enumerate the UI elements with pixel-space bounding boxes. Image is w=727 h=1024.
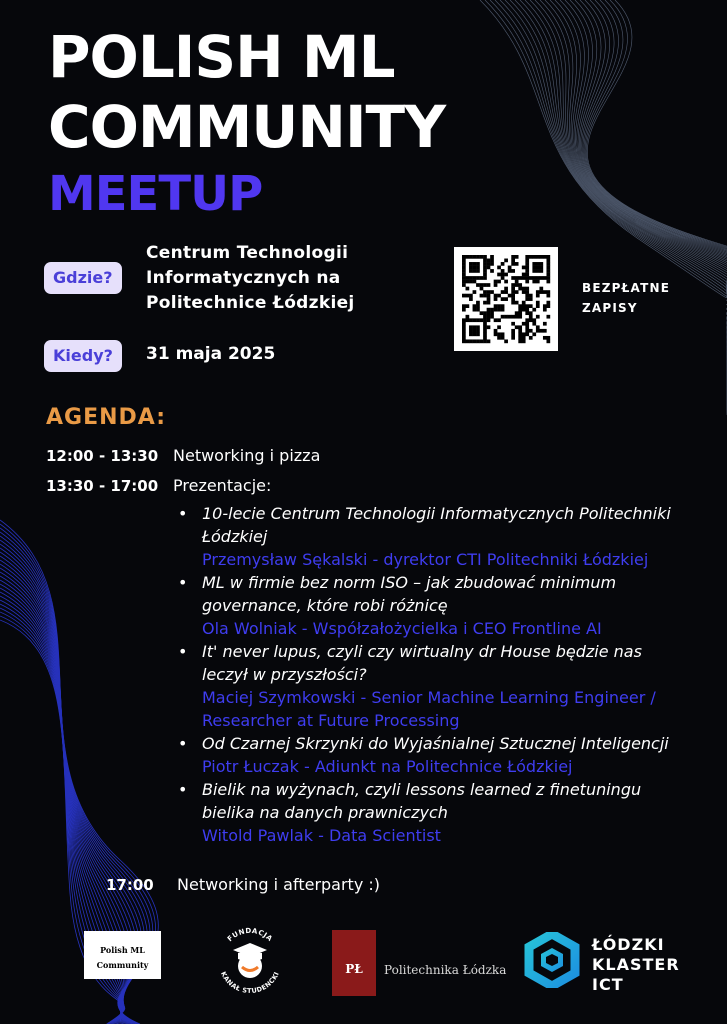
- agenda-time: 13:30 - 17:00: [46, 477, 159, 495]
- bullet-icon: •: [178, 573, 188, 592]
- klaster-line-1: ŁÓDZKI: [592, 935, 665, 954]
- agenda-desc: Networking i pizza: [173, 446, 321, 465]
- fundacja-kanal-studencki-logo: [213, 922, 287, 996]
- fks-top-text: FUNDACJA: [225, 926, 275, 944]
- pml-logo-line-1: Polish ML: [100, 945, 145, 955]
- bullet-icon: •: [178, 734, 188, 753]
- lodzki-klaster-ict-logo: [592, 935, 680, 995]
- fks-bottom-text: KANAŁ STUDENCKI: [219, 970, 281, 996]
- svg-text:FUNDACJA: [226, 927, 274, 943]
- list-item: [178, 778, 678, 847]
- when-label-chip: Kiedy?: [44, 340, 122, 372]
- talk-title: 10-lecie Centrum Technologii Informatycznych Politechniki Łódzkiej: [202, 504, 671, 546]
- pml-logo-line-2: Community: [96, 960, 149, 970]
- talk-speaker: Ola Wolniak - Współzałożycielka i CEO Frontline AI: [202, 619, 602, 638]
- when-date: 31 maja 2025: [146, 344, 276, 364]
- registration-note: [582, 278, 692, 318]
- talk-title: ML w firmie bez norm ISO – jak zbudować minimum governance, które robi różnicę: [202, 573, 617, 615]
- list-item: [178, 732, 678, 778]
- list-item: [178, 640, 678, 732]
- where-location: Centrum Technologii Informatycznych na Politechnice Łódzkiej: [146, 243, 355, 313]
- politechnika-lodzka-logo: [332, 930, 376, 996]
- klaster-hexagon-icon: [524, 932, 580, 988]
- talks-list: [178, 502, 678, 847]
- pl-logo-mark: PŁ: [345, 962, 363, 976]
- agenda-desc: Prezentacje:: [173, 476, 272, 495]
- bullet-icon: •: [178, 642, 188, 661]
- registration-line-1: BEZPŁATNE: [582, 281, 671, 295]
- talk-speaker: Piotr Łuczak - Adiunkt na Politechnice Łódzkiej: [202, 757, 573, 776]
- agenda-time: 12:00 - 13:30: [46, 447, 159, 465]
- agenda-heading: AGENDA:: [46, 405, 167, 430]
- list-item: [178, 571, 678, 640]
- title-meetup: MEETUP: [48, 166, 263, 222]
- title-line-2: COMMUNITY: [48, 93, 446, 161]
- agenda-time: 17:00: [106, 876, 154, 894]
- polish-ml-community-logo: [84, 931, 161, 979]
- qr-code-icon[interactable]: [454, 247, 558, 351]
- list-item: [178, 502, 678, 571]
- agenda-desc: Networking i afterparty :): [177, 875, 381, 894]
- graduation-cap-icon: [233, 943, 267, 978]
- talk-title: Bielik na wyżynach, czyli lessons learned z finetuningu bielika na danych prawniczych: [202, 780, 642, 822]
- where-label-chip: Gdzie?: [44, 262, 122, 294]
- title-line-1: POLISH ML: [48, 23, 395, 91]
- talk-speaker: Maciej Szymkowski - Senior Machine Learning Engineer / Researcher at Future Processing: [202, 688, 656, 730]
- talk-title: Od Czarnej Skrzynki do Wyjaśnialnej Sztucznej Inteligencji: [202, 734, 669, 753]
- klaster-line-2: KLASTER: [592, 955, 680, 974]
- talk-speaker: Witold Pawlak - Data Scientist: [202, 826, 441, 845]
- bullet-icon: •: [178, 780, 188, 799]
- talk-speaker: Przemysław Sękalski - dyrektor CTI Politechniki Łódzkiej: [202, 550, 649, 569]
- klaster-line-3: ICT: [592, 975, 624, 994]
- talk-title: It' never lupus, czyli czy wirtualny dr House będzie nas leczył w przyszłości?: [202, 642, 642, 684]
- registration-line-2: ZAPISY: [582, 301, 638, 315]
- politechnika-lodzka-name: Politechnika Łódzka: [384, 963, 507, 977]
- bullet-icon: •: [178, 504, 188, 523]
